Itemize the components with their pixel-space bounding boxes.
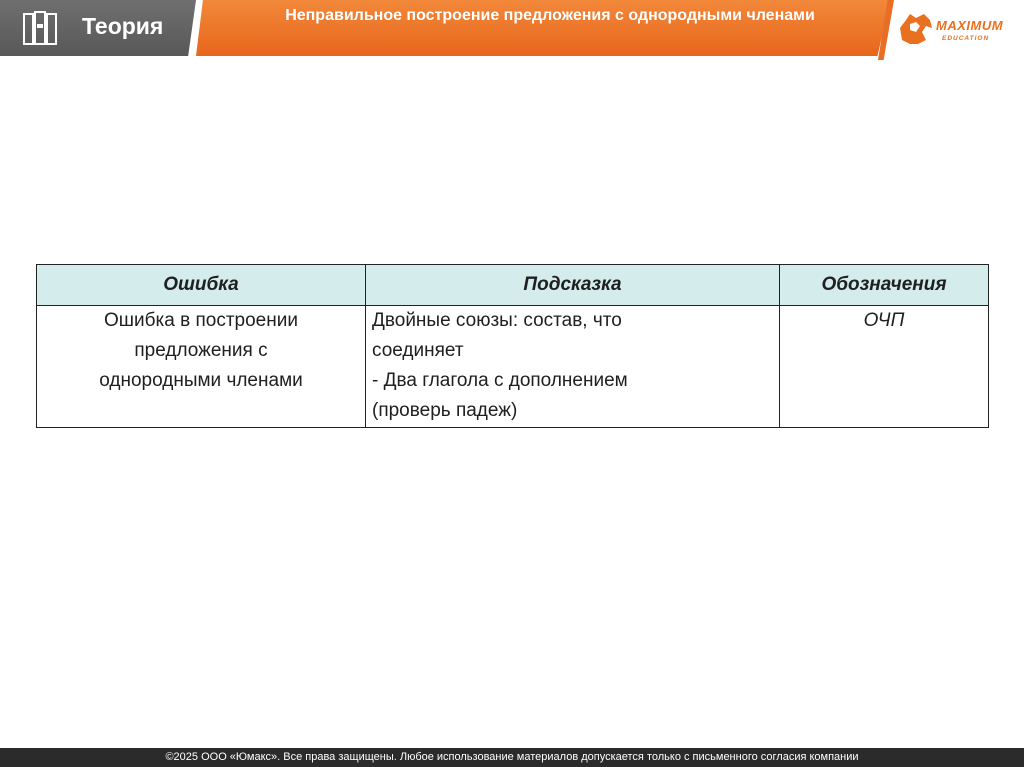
lion-head-icon: [896, 10, 936, 48]
error-line: предложения с: [134, 340, 268, 361]
footer-bar: [0, 748, 1024, 767]
error-line: Ошибка в построении: [104, 310, 298, 331]
table-header-row: [37, 265, 989, 306]
brand-logo: [896, 8, 1020, 52]
error-cell: [37, 306, 366, 428]
column-header-error: Ошибка: [37, 265, 366, 306]
copyright-text: ©2025 ООО «Юмакс». Все права защищены. Любое использование материалов допускается только с письменного согласия компании: [165, 751, 859, 763]
hint-line: (проверь падеж): [372, 400, 518, 421]
column-header-hint: Подсказка: [366, 265, 780, 306]
logo-subtitle: EDUCATION: [942, 35, 990, 42]
section-title: Теория: [82, 13, 164, 39]
page-title: Неправильное построение предложения с однородными членами: [285, 7, 815, 24]
logo-name: MAXIMUM: [936, 18, 1004, 33]
hint-line: - Два глагола с дополнением: [372, 370, 628, 391]
error-line: однородными членами: [99, 370, 303, 391]
notation-cell: ОЧП: [780, 306, 989, 428]
hint-line: соединяет: [372, 340, 464, 361]
table-row: [37, 306, 989, 428]
header-bar: [0, 0, 1024, 60]
hint-line: Двойные союзы: состав, что: [372, 310, 622, 331]
hint-cell: [366, 306, 780, 428]
column-header-notation: Обозначения: [780, 265, 989, 306]
book-stack-icon: [22, 10, 64, 46]
theory-table: [36, 264, 989, 428]
